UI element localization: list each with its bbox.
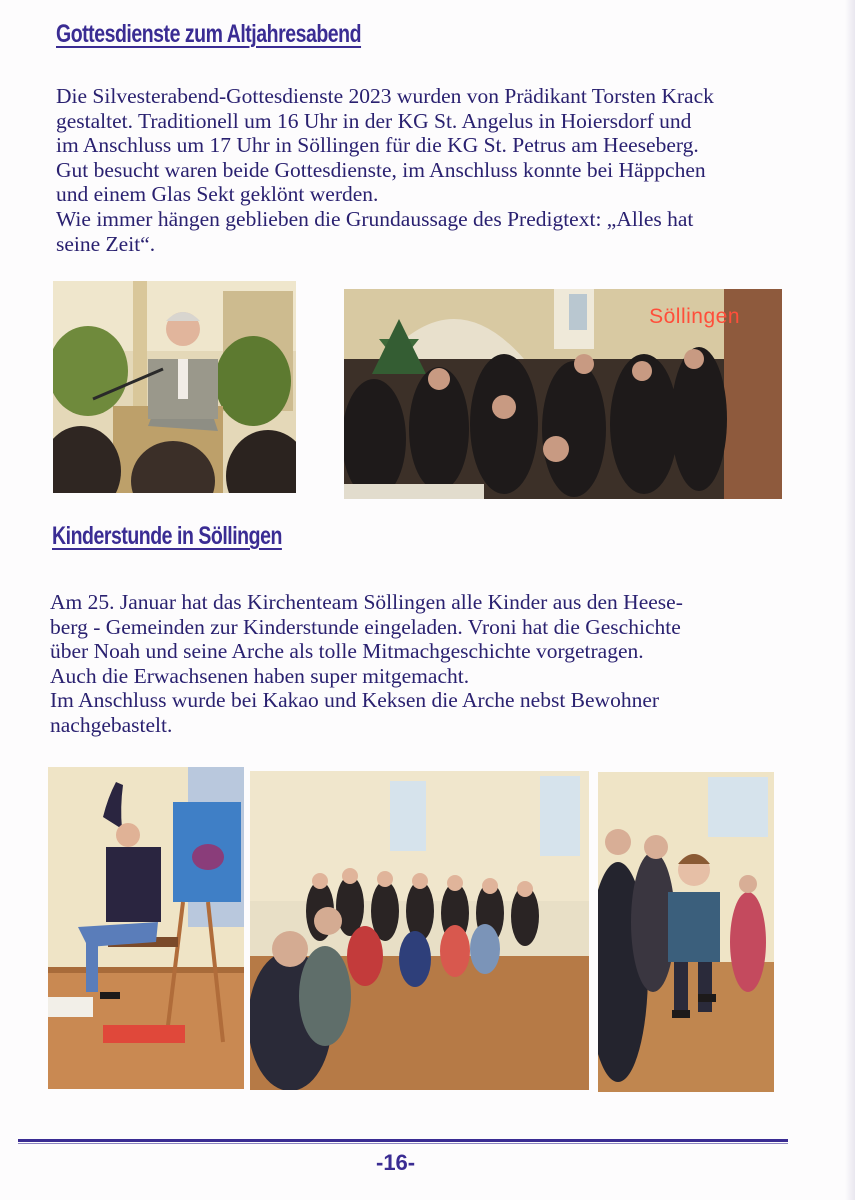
paragraph-altjahresabend [56,84,714,256]
photo-children-circle [250,771,589,1090]
text-line: berg - Gemeinden zur Kinderstunde eingeladen. Vroni hat die Geschichte [50,614,681,639]
text-line: und einem Glas Sekt geklönt werden. [56,182,379,207]
page-edge [845,0,855,1200]
text-line: Wie immer hängen geblieben die Grundaussage des Predigtext: „Alles hat [56,206,694,231]
paragraph-kinderstunde [50,590,683,738]
text-line: Am 25. Januar hat das Kirchenteam Söllingen alle Kinder aus den Heese- [50,590,683,614]
text-line: nachgebastelt. [50,712,173,737]
text-line: Die Silvesterabend-Gottesdienste 2023 wurden von Prädikant Torsten Krack [56,84,714,108]
text-line: Auch die Erwachsenen haben super mitgemacht. [50,663,470,688]
section-heading-altjahresabend: Gottesdienste zum Altjahresabend [56,20,362,48]
text-line: im Anschluss um 17 Uhr in Söllingen für die KG St. Petrus am Heeseberg. [56,133,699,158]
photo-congregation-soellingen [344,289,782,499]
text-line: Gut besucht waren beide Gottesdienste, im Anschluss konnte bei Häppchen [56,157,706,182]
text-line: Im Anschluss wurde bei Kakao und Keksen die Arche nebst Bewohner [50,688,660,713]
footer-rule [18,1139,788,1142]
text-line: über Noah und seine Arche als tolle Mitmachgeschichte vorgetragen. [50,639,644,664]
text-line: seine Zeit“. [56,231,156,256]
page-number: -16- [376,1150,416,1175]
section-heading-kinderstunde: Kinderstunde in Söllingen [52,522,282,550]
photo-toddler-walking [598,772,774,1092]
photo-caption-label: Söllingen [649,305,740,328]
text-line: gestaltet. Traditionell um 16 Uhr in der KG St. Angelus in Hoiersdorf und [56,108,692,133]
photo-storyteller-easel [48,767,244,1089]
photo-preacher-at-lectern [53,281,296,493]
